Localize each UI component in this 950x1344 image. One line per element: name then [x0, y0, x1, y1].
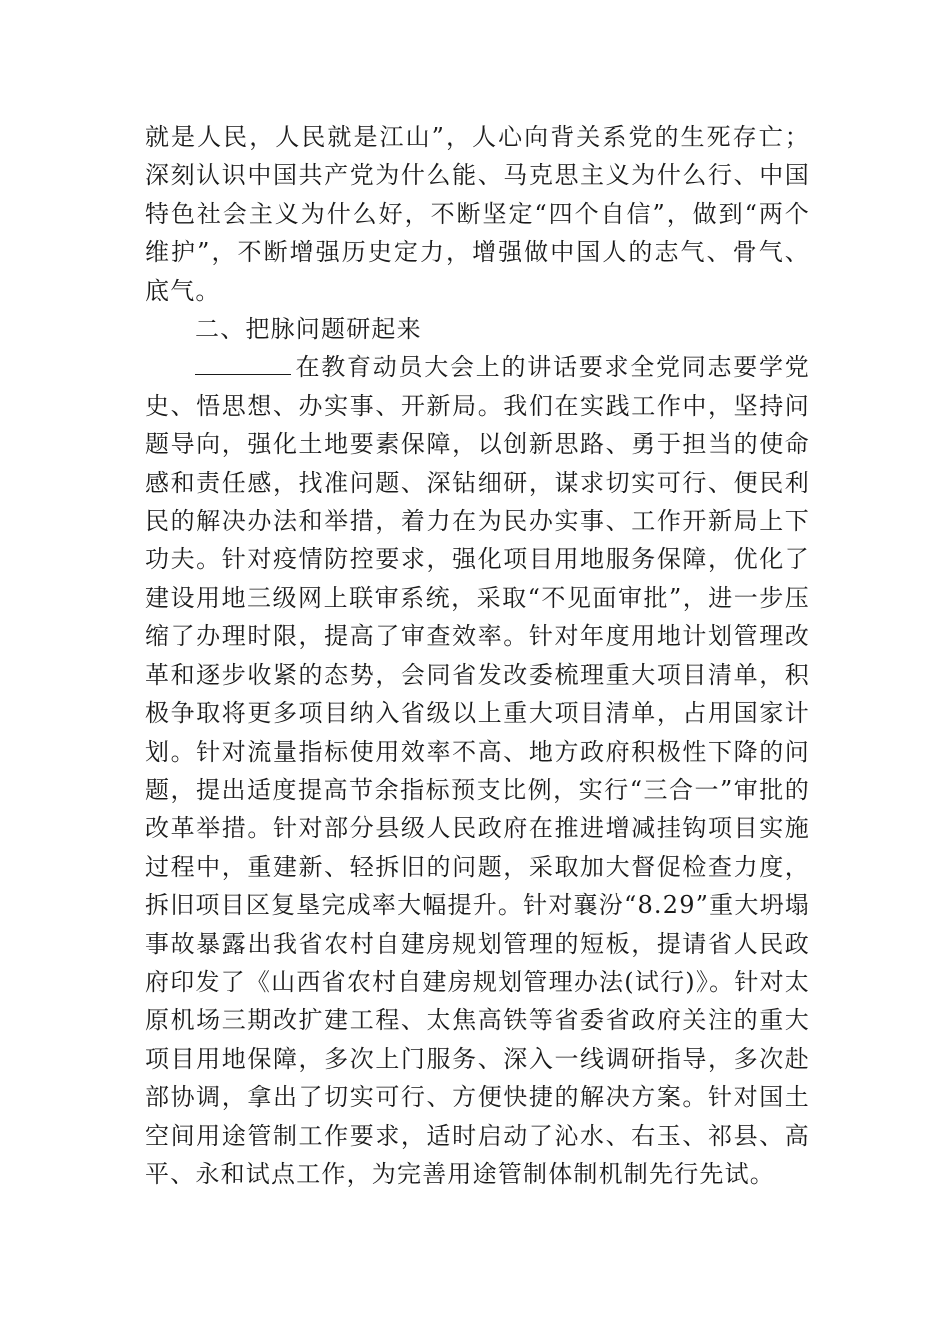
paragraph-section-two-text: 在教育动员大会上的讲话要求全党同志要学党史、悟思想、办实事、开新局。我们在实践工作中，坚持问题导向，强化土地要素保障，以创新思路、勇于担当的使命感和责任感，找准问题、深钻细研，谋求切实可行、便民利民的解决办法和举措，着力在为民办实事、工作开新局上下功夫。针对疫情防控要求，强化项目用地服务保障，优化了建设用地三级网上联审系统，采取“不见面审批”，进一步压缩了办理时限，提高了审查效率。针对年度用地计划管理改革和逐步收紧的态势，会同省发改委梳理重大项目清单，积极争取将更多项目纳入省级以上重大项目清单，占用国家计划。针对流量指标使用效率不高、地方政府积极性下降的问题，提出适度提高节余指标预支比例，实行“三合一”审批的改革举措。针对部分县级人民政府在推进增减挂钩项目实施过程中，重建新、轻拆旧的问题，采取加大督促检查力度，拆旧项目区复垦完成率大幅提升。针对襄汾“8.29”重大坍塌事故暴露出我省农村自建房规划管理的短板，提请省人民政府印发了《山西省农村自建房规划管理办法(试行)》。针对太原机场三期改扩建工程、太焦高铁等省委省政府关注的重大项目用地保障，多次上门服务、深入一线调研指导，多次赴部协调，拿出了切实可行、方便快捷的解决方案。针对国土空间用途管制工作要求，适时启动了沁水、右玉、祁县、高平、永和试点工作，为完善用途管制体制机制先行先试。 — [145, 353, 810, 1188]
paragraph-continuation: 就是人民，人民就是江山”，人心向背关系党的生死存亡；深刻认识中国共产党为什么能、马克思主义为什么行、中国特色社会主义为什么好，不断坚定“四个自信”，做到“两个维护”，不断增强历史定力，增强做中国人的志气、骨气、底气。 — [145, 123, 810, 305]
paragraph-section-two — [145, 348, 810, 1193]
redacted-blank-line — [195, 352, 291, 375]
document-body — [145, 118, 810, 1193]
section-heading: 二、把脉问题研起来 — [195, 315, 422, 344]
